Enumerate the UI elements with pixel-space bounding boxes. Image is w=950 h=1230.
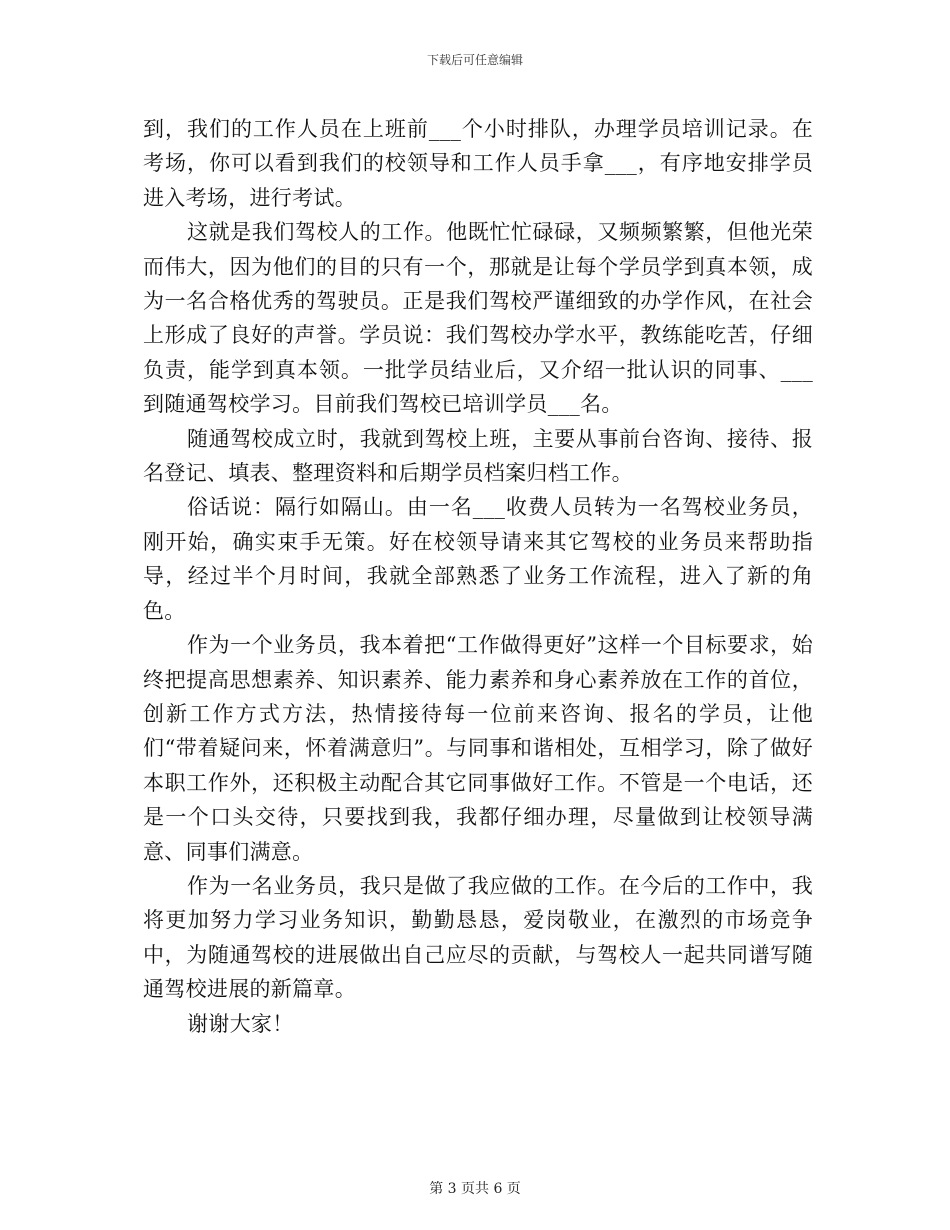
paragraph-1: 到，我们的工作人员在上班前___个小时排队，办理学员培训记录。在考场，你可以看到我们的校领导和工作人员手拿___，有序地安排学员进入考场，进行考试。 [143,117,813,210]
page-header: 下载后可任意编辑 [426,53,523,67]
document-body [143,112,813,1041]
paragraph-6: 作为一名业务员，我只是做了我应做的工作。在今后的工作中，我将更加努力学习业务知识，勤勤恳恳，爱岗敬业，在激烈的市场竞争中，为随通驾校的进展做出自己应尽的贡献，与驾校人一起共同谱写随通驾校进展的新篇章。 [143,873,813,1002]
paragraph-7-closing: 谢谢大家！ [187,1011,294,1036]
page-number-footer: 第 3 页共 6 页 [429,1181,521,1197]
paragraph-4: 俗话说：隔行如隔山。由一名___收费人员转为一名驾校业务员，刚开始，确实束手无策。好在校领导请来其它驾校的业务员来帮助指导，经过半个月时间，我就全部熟悉了业务工作流程，进入了新的角色。 [143,495,813,623]
paragraph-2: 这就是我们驾校人的工作。他既忙忙碌碌，又频频繁繁，但他光荣而伟大，因为他们的目的只有一个，那就是让每个学员学到真本领，成为一名合格优秀的驾驶员。正是我们驾校严谨细致的办学作风，在社会上形成了良好的声誉。学员说：我们驾校办学水平，教练能吃苦，仔细负责，能学到真本领。一批学员结业后，又介绍一批认识的同事、___到随通驾校学习。目前我们驾校已培训学员___名。 [143,220,813,417]
paragraph-5: 作为一个业务员，我本着把“工作做得更好”这样一个目标要求，始终把提高思想素养、知识素养、能力素养和身心素养放在工作的首位，创新工作方式方法，热情接待每一位前来咨询、报名的学员，让他们“带着疑问来，怀着满意归”。与同事和谐相处，互相学习，除了做好本职工作外，还积极主动配合其它同事做好工作。不管是一个电话，还是一个口头交待，只要找到我，我都仔细办理，尽量做到让校领导满意、同事们满意。 [143,633,813,864]
paragraph-3: 随通驾校成立时，我就到驾校上班，主要从事前台咨询、接待、报名登记、填表、整理资料和后期学员档案归档工作。 [143,426,813,486]
